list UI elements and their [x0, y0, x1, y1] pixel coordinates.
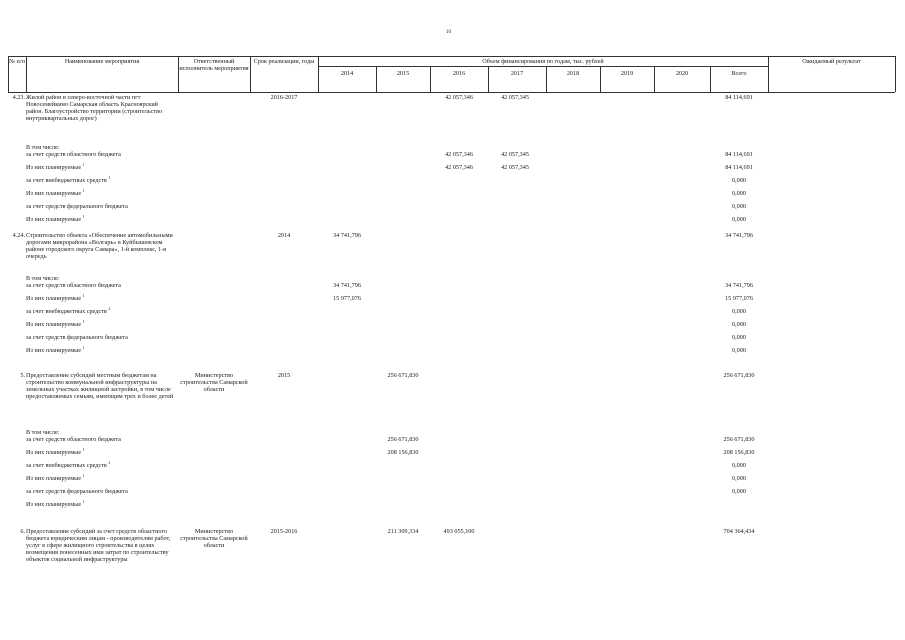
header-responsible: Ответственный исполнитель мероприятия — [179, 58, 249, 72]
subrow-label: Из них планируемые $^1$ — [26, 292, 85, 302]
funding-value-2016: 493 055,100 — [443, 528, 475, 535]
measure-name: Строительство объекта «Обеспечение автомобильными дорогами микрорайона «Волгарь» в Куйбышевском районе городского округа Самара», 1-й комплекс, 1-я очередь — [26, 232, 173, 260]
footnote-marker: 1 — [82, 162, 85, 167]
subrow-value-total: 256 671,830 — [723, 436, 755, 444]
subrow-label: за счет средств федерального бюджета — [26, 203, 128, 210]
funding-value-2015: 256 671,830 — [387, 372, 419, 379]
funding-value-2017: 42 057,345 — [501, 94, 529, 101]
subrow-value-total: 0,000 — [732, 307, 746, 315]
subrow-value-total: 0,000 — [732, 190, 746, 197]
funding-value-total: 256 671,830 — [723, 372, 755, 379]
footnote-marker: 1 — [82, 344, 85, 350]
subrow-value-2016: 42 057,346 — [445, 151, 473, 158]
subrow-label: за счет внебюджетных средств $^1$ — [26, 175, 111, 184]
subrow-value-2017: 42 057,345 — [501, 151, 529, 158]
subrow-value-total: 0,000 — [732, 203, 746, 210]
subrow-value-2015: 208 156,830 — [387, 449, 419, 457]
subrow-label: за счет средств областного бюджета — [26, 281, 121, 289]
subrow-label: за счет внебюджетных средств $^2$ — [26, 305, 111, 315]
footnote-marker: 2 — [108, 460, 111, 466]
subrow-label: Из них планируемые $^1$ — [26, 188, 85, 197]
subrow-label: Из них планируемые $^1$ — [26, 344, 85, 354]
subrow-value-total: 0,000 — [732, 346, 746, 354]
footnote-marker: 1 — [82, 473, 85, 479]
footnote-marker: 1 — [82, 447, 85, 453]
subrow-value-2014: 15 977,076 — [333, 294, 361, 302]
funding-value-2016: 42 057,346 — [445, 94, 473, 101]
row-number: 5. — [20, 372, 25, 379]
measure-name: Предоставление субсидий за счет средств областного бюджета юридическим лицам - производителям работ, услуг в сфере жилищного строительства в целях возмещения понесенных ими затрат по строительству объектов социальной инфраструктуры — [26, 528, 171, 563]
header-period: Срок реализации, годы — [253, 58, 315, 65]
subrow-label: Из них планируемые $^1$ — [26, 214, 85, 223]
subrow-value-total: 0,000 — [732, 462, 746, 470]
header-year-2015: 2015 — [396, 70, 410, 77]
page-number: 10 — [446, 30, 451, 35]
funding-value-total: 84 114,691 — [725, 94, 753, 101]
subrow-label: Из них планируемые $^1$ — [26, 473, 85, 483]
footnote-marker: 1 — [82, 318, 85, 324]
subrow-value-total: 0,000 — [732, 216, 746, 223]
subrow-label: Из них планируемые $^1$ — [26, 162, 85, 171]
subrow-value-2017: 42 057,345 — [501, 164, 529, 171]
implementation-period: 2014 — [277, 232, 291, 239]
subrow-value-total: 15 977,076 — [725, 294, 753, 302]
implementation-period: 2016-2017 — [270, 94, 298, 101]
implementation-period: 2015-2016 — [270, 528, 298, 535]
subrow-label: за счет средств областного бюджета — [26, 151, 121, 158]
subrow-label: за счет внебюджетных средств $^2$ — [26, 460, 111, 470]
including-label: В том числе: — [26, 274, 60, 282]
header-year-2018: 2018 — [566, 70, 580, 77]
subrow-label: за счет средств федерального бюджета — [26, 333, 128, 341]
funding-value-2015: 211 309,334 — [387, 528, 419, 535]
header-funding: Объем финансирования по годам, тыс. рублей — [482, 58, 604, 65]
footnote-marker: 1 — [82, 214, 85, 219]
including-label: В том числе: — [26, 144, 60, 151]
footnote-marker: 1 — [82, 499, 85, 505]
subrow-value-2016: 42 057,346 — [445, 164, 473, 171]
header-top-border — [8, 56, 895, 57]
header-year-2014: 2014 — [340, 70, 354, 77]
footnote-marker: 1 — [82, 188, 85, 193]
responsible-executor: Министерство строительства Самарской области — [180, 528, 248, 549]
subrow-value-2015: 256 671,830 — [387, 436, 419, 444]
header-column-border — [895, 56, 896, 92]
row-number: 4.23. — [12, 94, 25, 101]
footnote-marker: 2 — [108, 305, 111, 311]
header-name: Наименование мероприятия — [64, 58, 140, 65]
subrow-label: Из них планируемые $^1$ — [26, 499, 85, 509]
subrow-label: за счет средств федерального бюджета — [26, 488, 128, 496]
header-year-2020: 2020 — [675, 70, 689, 77]
subrow-value-total: 84 114,691 — [725, 164, 753, 171]
subrow-value-total: 0,000 — [732, 488, 746, 496]
subrow-label: Из них планируемые $^1$ — [26, 318, 85, 328]
header-bottom-border — [8, 92, 895, 93]
header-result: Ожидаемый результат — [802, 58, 861, 65]
responsible-executor: Министерство строительства Самарской области — [180, 372, 248, 393]
subrow-value-total: 0,000 — [732, 177, 746, 184]
header-no: № п/п — [9, 58, 25, 65]
header-year-2016: 2016 — [452, 70, 466, 77]
subrow-label: Из них планируемые $^1$ — [26, 447, 85, 457]
row-number: 6. — [20, 528, 25, 535]
subrow-value-total: 0,000 — [732, 475, 746, 483]
funding-value-2014: 34 741,796 — [333, 232, 361, 239]
header-year-2017: 2017 — [510, 70, 524, 77]
subrow-value-2014: 34 741,796 — [333, 281, 361, 289]
subrow-value-total: 0,000 — [732, 320, 746, 328]
footnote-marker: 1 — [108, 175, 111, 180]
measure-name: Жилой район в северо-восточной части пгт Новосемейкино Самарская область Красноярский район. Благоустройство территории (строительство внутриквартальных дорог) — [26, 94, 163, 122]
subrow-value-total: 34 741,796 — [725, 281, 753, 289]
measure-name: Предоставление субсидий местным бюджетам на строительство коммунальной инфраструктуры на земельных участках жилищной застройки, в том числе предоставляемых семьям, имеющим трех и более детей — [26, 372, 174, 400]
footnote-marker: 1 — [82, 292, 85, 298]
implementation-period: 2015 — [277, 372, 291, 379]
subrow-value-total: 208 156,830 — [723, 449, 755, 457]
subrow-label: за счет средств областного бюджета — [26, 436, 121, 444]
header-total: Всего — [731, 70, 747, 77]
subrow-value-total: 84 114,691 — [725, 151, 753, 158]
funding-subheader-border — [318, 66, 768, 67]
funding-value-total: 34 741,796 — [725, 232, 753, 239]
funding-value-total: 704 364,434 — [723, 528, 755, 535]
including-label: В том числе: — [26, 429, 60, 437]
header-year-2019: 2019 — [620, 70, 634, 77]
subrow-value-total: 0,000 — [732, 333, 746, 341]
row-number: 4.24. — [12, 232, 25, 239]
